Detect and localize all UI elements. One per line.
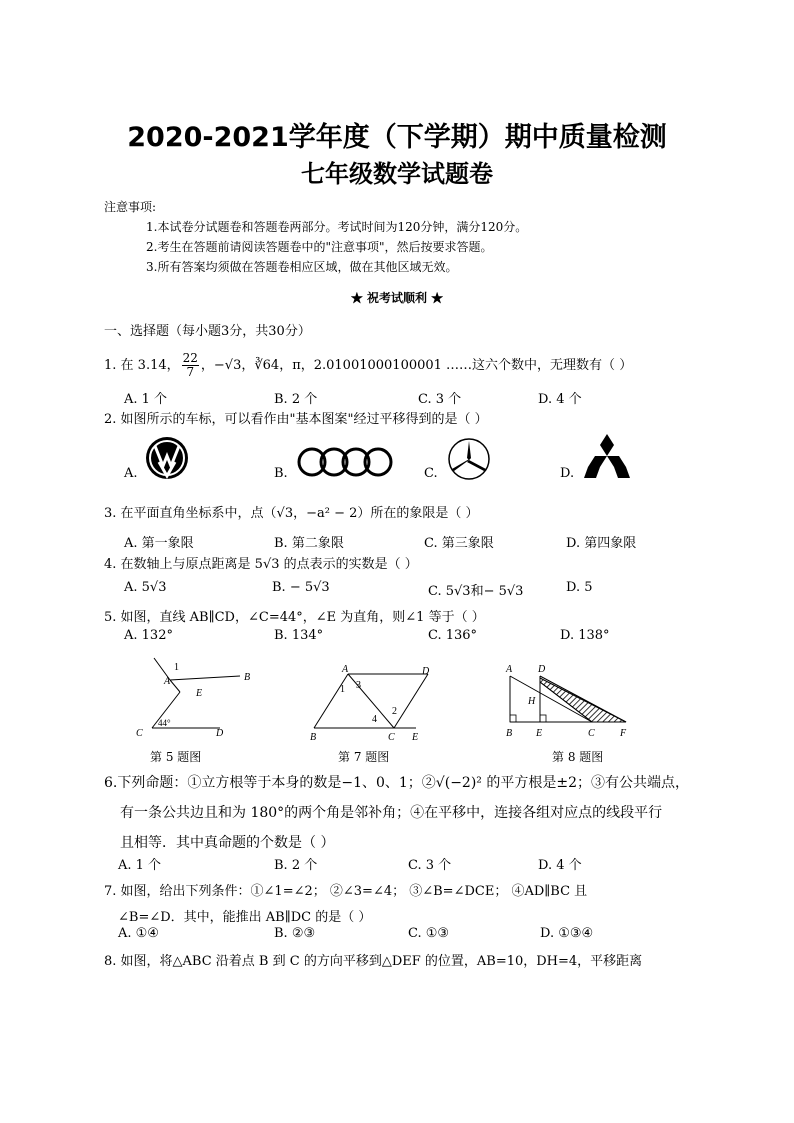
fig8-label-b: B: [506, 728, 513, 739]
q2-option-c[interactable]: C.: [424, 466, 438, 481]
notice-heading: 注意事项:: [104, 200, 157, 214]
figure-5-diagram: [130, 656, 260, 744]
figure-8-diagram: [500, 660, 632, 744]
fig5-label-1: 1: [174, 662, 179, 673]
q2-option-a[interactable]: A.: [124, 466, 138, 481]
q5-option-d[interactable]: D. 138°: [560, 628, 610, 643]
audi-rings-icon: [296, 446, 394, 478]
question-5: 5. 如图，直线 AB∥CD，∠C=44°，∠E 为直角，则∠1 等于（ ）: [104, 610, 485, 625]
fig5-label-c: C: [136, 728, 143, 739]
question-8-line1: 8. 如图，将△ABC 沿着点 B 到 C 的方向平移到△DEF 的位置，AB=10，DH=4，平移距离: [104, 954, 643, 969]
q3-option-a[interactable]: A. 第一象限: [124, 536, 194, 551]
fig5-label-a: A: [164, 676, 171, 687]
fig5-label-e: E: [196, 688, 203, 699]
notice-item: 2.考生在答题前请阅读答题卷中的"注意事项"，然后按要求答题。: [146, 240, 493, 254]
fig7-label-b: B: [310, 732, 317, 743]
page-subtitle: 七年级数学试题卷: [301, 160, 493, 188]
q3-option-d[interactable]: D. 第四象限: [566, 536, 637, 551]
q6-option-a[interactable]: A. 1 个: [118, 858, 162, 873]
q2-option-d[interactable]: D.: [560, 466, 575, 481]
figure-7-diagram: [308, 664, 434, 744]
fig7-label-3: 3: [356, 680, 361, 691]
question-7-line1: 7. 如图，给出下列条件：①∠1=∠2； ②∠3=∠4； ③∠B=∠DCE； ④AD∥BC 且: [104, 884, 588, 899]
figure-5-caption: 第 5 题图: [150, 750, 202, 764]
question-7-line2: ∠B=∠D．其中，能推出 AB∥DC 的是（ ）: [118, 910, 372, 925]
mitsubishi-diamonds-icon: [584, 434, 630, 478]
fig8-label-h: H: [528, 696, 536, 707]
fig5-label-d: D: [216, 728, 224, 739]
question-6-line3: 且相等．其中真命题的个数是（ ）: [120, 835, 335, 851]
q6-option-b[interactable]: B. 2 个: [274, 858, 318, 873]
fig5-label-b: B: [244, 672, 251, 683]
notice-item: 1.本试卷分试题卷和答题卷两部分。考试时间为120分钟，满分120分。: [146, 220, 528, 234]
fig8-label-a: A: [506, 664, 513, 675]
q2-option-b[interactable]: B.: [274, 466, 288, 481]
fig7-label-a: A: [342, 664, 349, 675]
fig5-angle-label: 44°: [158, 718, 171, 728]
page-title: 2020-2021学年度（下学期）期中质量检测: [127, 122, 667, 153]
q1-option-c[interactable]: C. 3 个: [418, 392, 462, 407]
q5-option-c[interactable]: C. 136°: [428, 628, 478, 643]
q5-option-b[interactable]: B. 134°: [274, 628, 324, 643]
fig7-label-d: D: [422, 666, 430, 677]
q1-option-a[interactable]: A. 1 个: [124, 392, 168, 407]
question-4: 4. 在数轴上与原点距离是 5√3 的点表示的实数是（ ）: [104, 557, 418, 572]
fraction: $\frac{22}{7}$: [182, 351, 198, 379]
figure-8-caption: 第 8 题图: [552, 750, 604, 764]
q4-option-b[interactable]: B. − 5√3: [272, 580, 330, 595]
volkswagen-logo-icon: [145, 436, 189, 480]
q7-option-a[interactable]: A. ①④: [118, 926, 159, 941]
q1-option-d[interactable]: D. 4 个: [538, 392, 582, 407]
exam-wish: ★ 祝考试顺利 ★: [350, 291, 444, 305]
fig7-label-e: E: [412, 732, 419, 743]
section-heading: 一、选择题（每小题3分，共30分）: [104, 324, 311, 339]
fig7-label-2: 2: [392, 706, 397, 717]
q3-option-c[interactable]: C. 第三象限: [424, 536, 494, 551]
figure-7-caption: 第 7 题图: [338, 750, 390, 764]
mercedes-star-icon: [446, 436, 492, 482]
q3-option-b[interactable]: B. 第二象限: [274, 536, 344, 551]
fig7-label-c: C: [388, 732, 395, 743]
question-1: 1. 在 3.14， $\frac{22}{7}$ ，−√3，∛64，π，2.01001000100001 ……这六个数中，无理数有（ ）: [104, 351, 633, 379]
fig8-label-c: C: [588, 728, 595, 739]
notice-item: 3.所有答案均须做在答题卷相应区域，做在其他区域无效。: [146, 260, 458, 274]
q7-option-b[interactable]: B. ②③: [274, 926, 316, 941]
fig8-label-e: E: [536, 728, 543, 739]
question-3: 3. 在平面直角坐标系中，点（√3，−a² − 2）所在的象限是（ ）: [104, 506, 479, 521]
fig7-label-1: 1: [340, 684, 345, 695]
q6-option-c[interactable]: C. 3 个: [408, 858, 452, 873]
q4-option-a[interactable]: A. 5√3: [124, 580, 167, 595]
fig7-label-4: 4: [372, 714, 377, 725]
q4-option-d[interactable]: D. 5: [566, 580, 593, 595]
fig8-label-f: F: [620, 728, 627, 739]
q1-option-b[interactable]: B. 2 个: [274, 392, 318, 407]
question-6-line1: 6.下列命题：①立方根等于本身的数是−1、0、1；②√(−2)² 的平方根是±2；③有公共端点，: [104, 775, 689, 791]
q7-option-d[interactable]: D. ①③④: [540, 926, 594, 941]
q6-option-d[interactable]: D. 4 个: [538, 858, 582, 873]
question-2: 2. 如图所示的车标，可以看作由"基本图案"经过平移得到的是（ ）: [104, 412, 488, 427]
q4-option-c[interactable]: C. 5√3和− 5√3: [428, 584, 524, 599]
q5-option-a[interactable]: A. 132°: [124, 628, 173, 643]
q7-option-c[interactable]: C. ①③: [408, 926, 450, 941]
fig8-label-d: D: [538, 664, 546, 675]
question-6-line2: 有一条公共边且和为 180°的两个角是邻补角；④在平移中，连接各组对应点的线段平行: [120, 805, 663, 821]
